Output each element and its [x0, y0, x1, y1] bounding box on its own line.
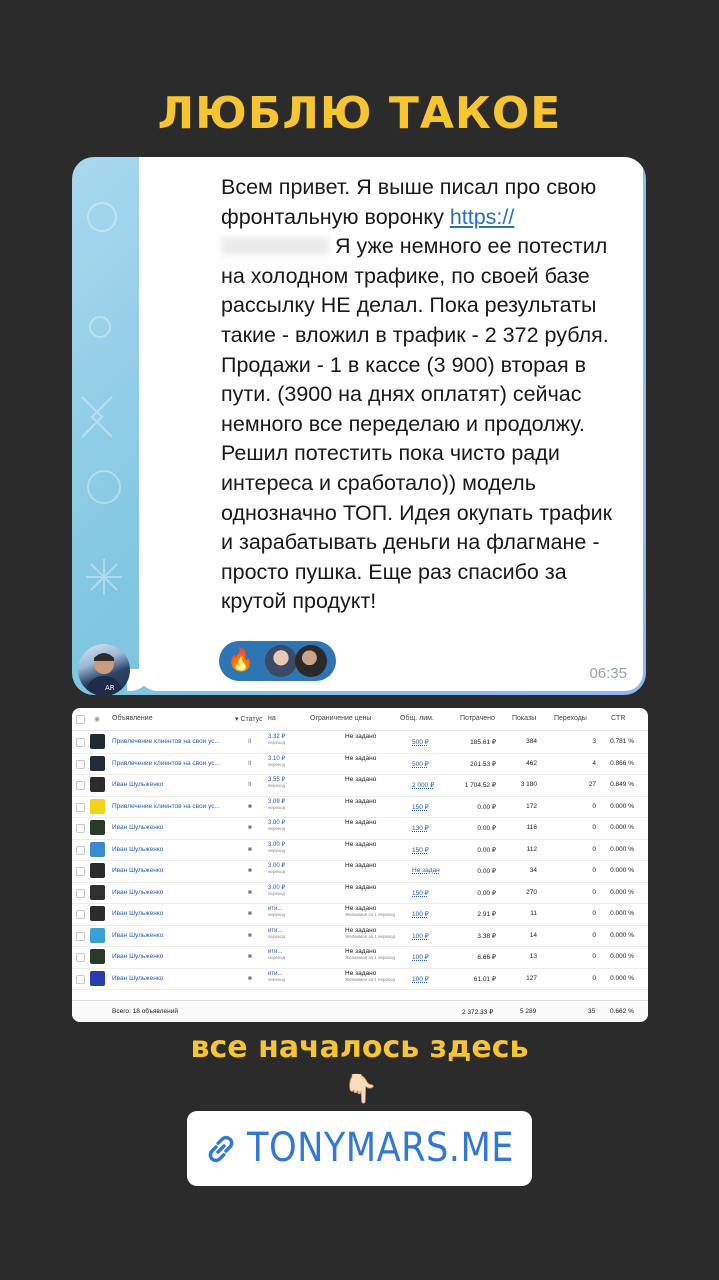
bid-sub: переход: [268, 804, 286, 810]
ctr-value: 0.000 %: [610, 931, 634, 939]
shows-value: 11: [530, 910, 537, 917]
spent-value: 0.00 ₽: [477, 803, 496, 811]
fire-reaction-icon: 🔥: [227, 648, 255, 673]
price-limit-value: Не задано: [345, 926, 377, 934]
row-checkbox[interactable]: [76, 910, 85, 919]
message-time: 06:35: [589, 665, 627, 682]
clicks-value: 0: [592, 867, 596, 874]
table-row[interactable]: [72, 882, 648, 905]
table-row[interactable]: [72, 817, 648, 840]
ad-name-link[interactable]: Иван Шульженко: [112, 845, 164, 853]
clicks-value: 0: [592, 824, 596, 831]
chat-screenshot: [72, 157, 646, 695]
ad-name-link[interactable]: Иван Шульженко: [112, 781, 164, 788]
message-bubble: [139, 157, 643, 691]
col-status-label: Статус: [240, 716, 263, 723]
spent-value: 61.01 ₽: [473, 975, 496, 983]
ad-thumbnail: [90, 949, 105, 964]
spent-value: 0.00 ₽: [477, 825, 496, 832]
ad-thumbnail: [90, 885, 105, 900]
pointing-down-icon: 👇🏻: [343, 1072, 378, 1105]
spent-value: 201.53 ₽: [470, 760, 496, 768]
ctr-value: 0.866 %: [610, 759, 634, 767]
ctr-value: 0.849 %: [610, 781, 634, 788]
table-row[interactable]: [72, 796, 648, 819]
ctr-value: 0.781 %: [610, 738, 634, 745]
status-icon[interactable]: ■: [248, 931, 252, 939]
blurred-link: [221, 237, 329, 255]
bid-amount: 3.00 ₽: [268, 841, 286, 848]
shows-value: 112: [526, 845, 537, 853]
bid-sub: переход: [268, 890, 286, 896]
col-daily[interactable]: Общ. лим.: [400, 715, 434, 722]
table-row[interactable]: [72, 839, 648, 862]
ad-thumbnail: [90, 799, 105, 814]
row-checkbox[interactable]: [76, 846, 85, 855]
daily-limit[interactable]: 100 ₽: [412, 932, 429, 940]
price-limit[interactable]: [345, 820, 376, 826]
price-limit[interactable]: [345, 734, 376, 740]
price-limit-value: Не задано: [345, 840, 377, 848]
bid-amount: 3.00 ₽: [268, 884, 286, 891]
price-limit-sub: Желаемое за 1 переход: [345, 976, 396, 982]
daily-limit[interactable]: 100 ₽: [412, 975, 429, 983]
sender-avatar[interactable]: [78, 644, 130, 695]
bid-sub: переход: [268, 955, 286, 960]
table-row[interactable]: [72, 903, 648, 926]
ad-name-link[interactable]: Иван Шульженко: [112, 867, 164, 874]
total-clicks: 35: [588, 1008, 596, 1015]
ad-thumbnail: [90, 906, 105, 921]
bid-value[interactable]: [268, 885, 285, 897]
ad-thumbnail: [90, 863, 105, 878]
daily-limit[interactable]: 500 ₽: [412, 739, 429, 746]
price-limit[interactable]: [345, 906, 395, 918]
status-icon[interactable]: ■: [248, 802, 252, 810]
bid-amount: 3.00 ₽: [268, 820, 286, 826]
status-icon[interactable]: ■: [248, 867, 252, 874]
daily-limit[interactable]: 500 ₽: [412, 760, 429, 768]
spent-value: 0.00 ₽: [477, 889, 496, 897]
ad-name-link[interactable]: Привлечение клиентов на свои ус...: [112, 802, 220, 810]
table-row[interactable]: [72, 946, 648, 969]
clicks-value: 0: [592, 974, 596, 982]
row-checkbox[interactable]: [76, 889, 85, 898]
bid-sub: переход: [268, 933, 286, 939]
message-link[interactable]: https://: [449, 204, 515, 229]
bid-value[interactable]: [268, 949, 285, 961]
select-all-checkbox[interactable]: [76, 715, 85, 724]
ad-name-link[interactable]: Иван Шульженко: [112, 953, 164, 960]
ads-table-header: [72, 708, 648, 731]
col-ctr[interactable]: CTR: [611, 715, 626, 722]
shows-value: 3 180: [520, 781, 537, 788]
price-limit-value: Не задано: [345, 948, 377, 955]
message-text-part1: Всем привет. Я выше писал про свою фронтальную воронку: [221, 175, 597, 229]
bid-sub: переход: [268, 912, 286, 917]
total-ctr: 0.662 %: [610, 1008, 634, 1015]
row-checkbox[interactable]: [76, 760, 85, 769]
status-icon[interactable]: ■: [248, 953, 252, 960]
bid-amount: ити...: [268, 970, 283, 977]
avatar-person-icon: [78, 644, 130, 695]
row-checkbox[interactable]: [76, 975, 85, 984]
ad-name-link[interactable]: Иван Шульженко: [112, 910, 164, 917]
status-icon[interactable]: ■: [248, 974, 252, 982]
status-icon[interactable]: ■: [248, 910, 252, 917]
spent-value: 0.00 ₽: [477, 846, 496, 854]
bid-value[interactable]: [268, 756, 285, 768]
col-limit[interactable]: Ограничение цены: [310, 715, 372, 722]
bid-amount: 3.32 ₽: [268, 734, 286, 740]
col-shows[interactable]: Показы: [512, 715, 537, 722]
price-limit[interactable]: [345, 949, 395, 961]
bid-sub: переход: [268, 826, 286, 831]
spent-value: 185.61 ₽: [470, 739, 496, 746]
ctr-value: 0.000 %: [610, 824, 634, 831]
price-limit[interactable]: [345, 971, 395, 983]
shows-value: 13: [529, 953, 537, 960]
message-text-part2: Я уже немного ее потестил на холодном трафике, по своей базе рассылку НЕ делал. Пока результаты такие - вложил в трафик - 2 372 рубля. Продажи - 1 в кассе (3 900) вторая в пути. (3900 на днях оплатят) сейчас немного все переделаю и продолжу. Решил потестить пока чисто ради интереса и сработало)) модель однозначно ТОП. Идея окупать трафик и зарабатывать деньги на флагмане - просто пушка. Еще раз спасибо за крутой продукт!: [221, 234, 613, 614]
shows-value: 384: [526, 738, 537, 745]
avatar-label: AR: [105, 684, 115, 692]
status-icon[interactable]: II: [248, 759, 252, 767]
status-icon[interactable]: ■: [248, 824, 252, 831]
price-limit-value: Не задано: [345, 862, 377, 869]
clicks-value: 4: [592, 759, 596, 767]
sub-headline: все началось здесь: [190, 1030, 529, 1065]
price-limit-value: Не задано: [345, 819, 377, 826]
daily-limit[interactable]: 100 ₽: [412, 954, 429, 961]
price-limit[interactable]: [345, 885, 376, 891]
ad-name-link[interactable]: Привлечение клиентов на свои ус...: [112, 759, 220, 767]
ad-thumbnail: [90, 928, 105, 943]
ctr-value: 0.000 %: [610, 888, 634, 896]
price-limit-value: Не задано: [345, 733, 377, 740]
row-checkbox[interactable]: [76, 932, 85, 941]
bid-sub: переход: [268, 869, 286, 874]
bid-value[interactable]: [268, 928, 285, 940]
col-spent[interactable]: Потрачено: [460, 715, 495, 722]
ctr-value: 0.000 %: [610, 845, 634, 853]
row-checkbox[interactable]: [76, 824, 85, 833]
price-limit[interactable]: [345, 928, 395, 940]
status-icon[interactable]: ■: [248, 845, 252, 853]
clicks-value: 0: [592, 931, 596, 939]
row-checkbox[interactable]: [76, 867, 85, 876]
col-bid[interactable]: на: [268, 715, 276, 722]
spent-value: 0.00 ₽: [477, 868, 496, 875]
clicks-value: 3: [592, 738, 596, 745]
status-icon[interactable]: II: [248, 738, 252, 745]
bid-amount: 3.00 ₽: [268, 863, 286, 869]
bid-value[interactable]: [268, 906, 285, 918]
ad-name-link[interactable]: Иван Шульженко: [112, 888, 164, 896]
price-limit-sub: Желаемое за 1 переход: [345, 912, 396, 917]
ad-thumbnail: [90, 971, 105, 986]
price-limit-value: Не задано: [345, 969, 377, 977]
clicks-value: 0: [592, 802, 596, 810]
bid-amount: ити...: [268, 949, 283, 955]
clicks-value: 0: [592, 953, 596, 960]
ad-name-link[interactable]: Иван Шульженко: [112, 824, 164, 831]
shows-value: 270: [526, 888, 537, 896]
shows-value: 462: [526, 759, 537, 767]
bid-sub: переход: [268, 847, 286, 853]
clicks-value: 0: [592, 910, 596, 917]
ad-thumbnail: [90, 756, 105, 771]
total-spent: 2 372.33 ₽: [462, 1009, 494, 1016]
bid-value[interactable]: [268, 820, 285, 832]
ad-thumbnail: [90, 820, 105, 835]
bid-sub: переход: [268, 740, 286, 745]
ad-name-link[interactable]: Привлечение клиентов на свои ус...: [112, 738, 220, 745]
ctr-value: 0.000 %: [610, 953, 634, 960]
link-sticker-text: TONYMARS.ME: [247, 1125, 514, 1171]
spent-value: 2.91 ₽: [477, 911, 496, 918]
daily-limit[interactable]: 150 ₽: [412, 889, 429, 897]
ctr-value: 0.000 %: [610, 974, 634, 982]
daily-limit[interactable]: 130 ₽: [412, 825, 429, 832]
ctr-value: 0.000 %: [610, 910, 634, 917]
bid-sub: переход: [268, 783, 286, 788]
bid-amount: 3.10 ₽: [268, 755, 286, 762]
bid-amount: 3.09 ₽: [268, 798, 286, 805]
status-icon[interactable]: II: [248, 781, 252, 788]
bid-value[interactable]: [268, 777, 285, 789]
status-icon[interactable]: ■: [248, 888, 252, 896]
bid-value[interactable]: [268, 842, 285, 854]
total-label: Всего: 18 объявлений: [112, 1008, 178, 1015]
bid-value[interactable]: [268, 799, 285, 811]
row-checkbox[interactable]: [76, 738, 85, 747]
reactor-avatar-2: [295, 645, 327, 677]
price-limit-value: Не задано: [345, 883, 377, 891]
spent-value: 3.38 ₽: [477, 932, 496, 940]
table-row[interactable]: [72, 925, 648, 948]
shows-value: 172: [526, 802, 537, 810]
daily-limit[interactable]: Не задан: [412, 867, 440, 874]
spent-value: 1 704.52 ₽: [464, 782, 496, 789]
total-shows: 5 289: [520, 1008, 537, 1015]
price-limit-value: Не задано: [345, 797, 377, 805]
bid-sub: переход: [268, 761, 286, 767]
ctr-value: 0.000 %: [610, 802, 634, 810]
headline: ЛЮБЛЮ ТАКОЕ: [157, 88, 562, 139]
price-limit-value: Не задано: [345, 754, 377, 762]
reactions-pill[interactable]: [219, 641, 336, 681]
table-row[interactable]: [72, 968, 648, 991]
bid-sub: переход: [268, 976, 286, 982]
col-status[interactable]: ▾ Статус: [235, 716, 263, 723]
price-limit-sub: Желаемое за 1 переход: [345, 933, 396, 939]
col-ad[interactable]: Объявление: [112, 715, 153, 722]
link-sticker[interactable]: [187, 1111, 532, 1186]
ads-table-screenshot: [72, 708, 648, 1022]
bid-value[interactable]: [268, 971, 285, 983]
price-limit-value: Не задано: [345, 905, 377, 912]
table-row[interactable]: [72, 774, 648, 797]
ad-thumbnail: [90, 842, 105, 857]
clicks-value: 27: [588, 781, 596, 788]
price-limit[interactable]: [345, 842, 376, 848]
price-limit-value: Не задано: [345, 776, 377, 783]
message-text: [221, 173, 621, 617]
link-icon: [203, 1131, 239, 1167]
clicks-value: 0: [592, 888, 596, 896]
ctr-value: 0.000 %: [610, 867, 634, 874]
ad-thumbnail: [90, 734, 105, 749]
ad-name-link[interactable]: Иван Шульженко: [112, 974, 164, 982]
reactor-avatar-1: [265, 645, 297, 677]
bid-amount: 3.55 ₽: [268, 777, 286, 783]
row-checkbox[interactable]: [76, 781, 85, 790]
shows-value: 34: [529, 867, 537, 874]
row-checkbox[interactable]: [76, 803, 85, 812]
ad-name-link[interactable]: Иван Шульженко: [112, 931, 164, 939]
bid-amount: ити...: [268, 906, 283, 912]
price-limit[interactable]: [345, 756, 376, 762]
price-limit[interactable]: [345, 863, 376, 869]
ad-thumbnail: [90, 777, 105, 792]
price-limit-sub: Желаемое за 1 переход: [345, 955, 396, 960]
shows-value: 127: [526, 974, 537, 982]
bid-value[interactable]: [268, 734, 285, 746]
row-checkbox[interactable]: [76, 953, 85, 962]
daily-limit[interactable]: 150 ₽: [412, 803, 429, 811]
clicks-value: 0: [592, 845, 596, 853]
daily-limit[interactable]: 2 000 ₽: [412, 782, 435, 789]
bid-value[interactable]: [268, 863, 285, 875]
col-clicks[interactable]: Переходы: [554, 715, 587, 722]
price-limit[interactable]: [345, 799, 376, 805]
eye-icon[interactable]: ◉: [94, 716, 101, 723]
table-row[interactable]: [72, 860, 648, 883]
price-limit[interactable]: [345, 777, 376, 783]
ads-table-footer: [72, 1000, 648, 1022]
shows-value: 14: [529, 931, 537, 939]
daily-limit[interactable]: 150 ₽: [412, 846, 429, 854]
table-row[interactable]: [72, 731, 648, 754]
table-row[interactable]: [72, 753, 648, 776]
shows-value: 116: [526, 824, 537, 831]
bid-amount: ити...: [268, 927, 283, 934]
spent-value: 6.66 ₽: [477, 954, 496, 961]
daily-limit[interactable]: 100 ₽: [412, 911, 429, 918]
